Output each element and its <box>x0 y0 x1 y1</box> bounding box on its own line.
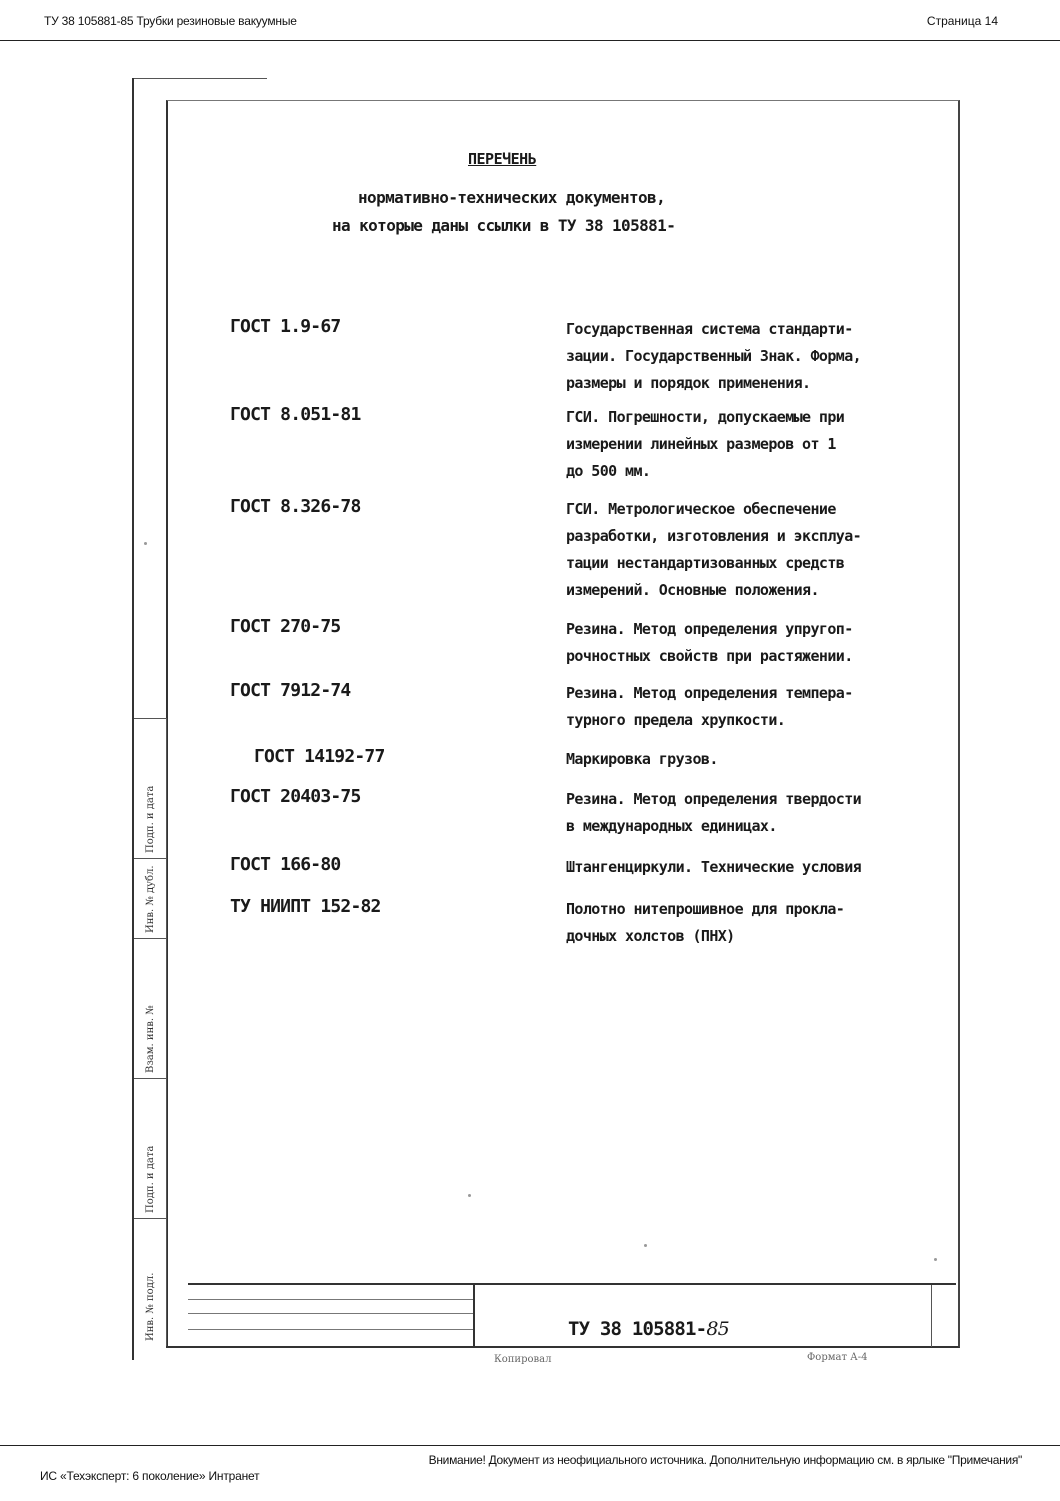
scan-speck <box>468 1194 471 1197</box>
reference-code: ГОСТ 166-80 <box>230 854 341 875</box>
reference-code: ГОСТ 270-75 <box>230 616 341 637</box>
reference-description: Полотно нитепрошивное для прокла- дочных холстов (ПНХ) <box>566 900 845 945</box>
stamp-cell: Подп. и дата <box>134 718 166 859</box>
doc-heading: ПЕРЕЧЕНЬ <box>468 150 537 168</box>
doc-subheading-line1: нормативно-технических документов, <box>358 188 666 207</box>
reference-description: ГСИ. Метрологическое обеспечение разработки, изготовления и эксплуа- тации нестандартизованных средств измерений. Основные положения. <box>566 500 862 599</box>
scan-speck <box>644 1244 647 1247</box>
reference-code: ГОСТ 14192-77 <box>254 746 385 767</box>
stamp-cell: Подп. и дата <box>134 1078 166 1219</box>
copied-label: Копировал <box>494 1354 552 1365</box>
page-number: Страница 14 <box>926 14 998 28</box>
doc-subheading-line2: на которые даны ссылки в ТУ 38 105881- <box>332 216 676 235</box>
reference-description: Государственная система стандарти- зации. Государственный Знак. Форма, размеры и порядок применения. <box>566 320 862 392</box>
reference-description: Штангенциркули. Технические условия <box>566 858 862 876</box>
page-footer <box>0 1445 1060 1501</box>
title-block-sheet-cell <box>931 1285 956 1347</box>
stamp-cell: Взам. инв. № <box>134 938 166 1079</box>
reference-description: Резина. Метод определения твердости в международных единицах. <box>566 790 862 835</box>
scan-speck <box>934 1258 937 1261</box>
reference-code: ГОСТ 20403-75 <box>230 786 361 807</box>
grid-line <box>188 1313 473 1314</box>
stamp-cell: Инв. № дубл. <box>134 858 166 939</box>
footer-system-name: ИС «Техэксперт: 6 поколение» Интранет <box>40 1469 260 1483</box>
page-header <box>0 0 1060 41</box>
stamp-column <box>134 718 167 1346</box>
stamp-cell: Инв. № подл. <box>134 1218 166 1347</box>
reference-code: ГОСТ 8.051-81 <box>230 404 361 425</box>
title-block-code: ТУ 38 105881-85 <box>568 1318 729 1340</box>
reference-description: Резина. Метод определения упругоп- рочностных свойств при растяжении. <box>566 620 853 665</box>
scan-speck <box>144 542 147 545</box>
reference-description: Резина. Метод определения темпера- турного предела хрупкости. <box>566 684 853 729</box>
reference-code: ГОСТ 7912-74 <box>230 680 351 701</box>
document-title: ТУ 38 105881-85 Трубки резиновые вакуумные <box>44 14 297 28</box>
grid-line <box>188 1329 473 1330</box>
title-block-grid <box>188 1285 475 1347</box>
reference-code: ГОСТ 8.326-78 <box>230 496 361 517</box>
reference-description: Маркировка грузов. <box>566 750 718 768</box>
scanned-page <box>124 68 962 1372</box>
frame-line <box>132 78 267 79</box>
reference-code: ГОСТ 1.9-67 <box>230 316 341 337</box>
footer-warning: Внимание! Документ из неофициального источника. Дополнительную информацию см. в ярлыке "Примечания" <box>428 1453 1022 1467</box>
format-label: Формат А-4 <box>807 1352 868 1363</box>
reference-description: ГСИ. Погрешности, допускаемые при измерении линейных размеров от 1 до 500 мм. <box>566 408 845 480</box>
reference-code: ТУ НИИПТ 152-82 <box>230 896 381 917</box>
grid-line <box>188 1299 473 1300</box>
